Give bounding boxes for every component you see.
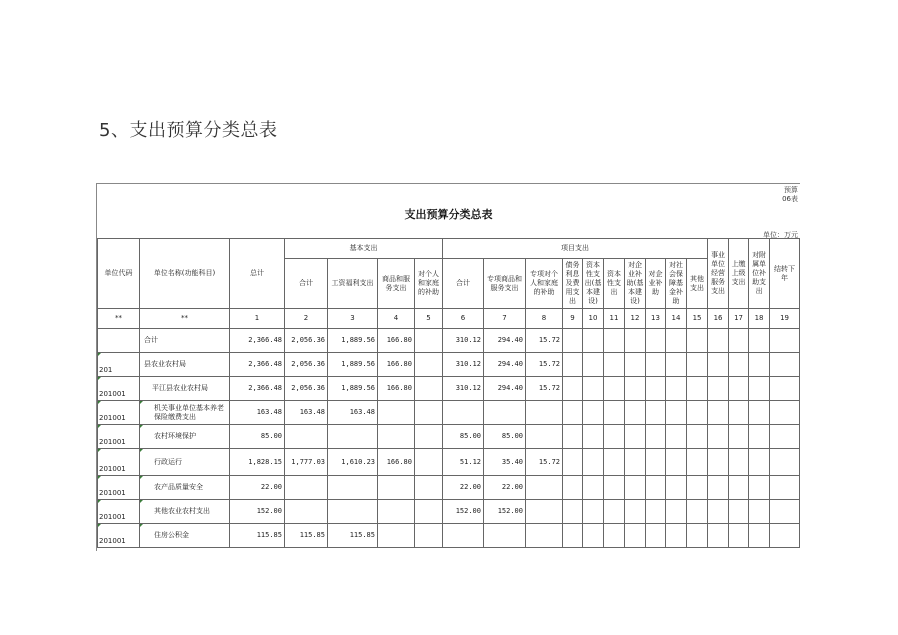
row-value-col-14 (666, 449, 687, 476)
header-project-2: 专项商品和服务支出 (484, 259, 526, 309)
row-unit-code: 201001 (98, 401, 140, 425)
row-value-col-12 (625, 329, 646, 353)
row-value-col-7: 294.40 (484, 377, 526, 401)
row-value-col-2: 2,056.36 (285, 353, 328, 377)
row-value-col-10 (583, 329, 604, 353)
header-project-7: 对企业补助(基本建设) (625, 259, 646, 309)
row-value-col-9 (563, 329, 583, 353)
row-value-col-5 (415, 329, 443, 353)
row-unit-code: 201001 (98, 500, 140, 524)
row-value-col-5 (415, 500, 443, 524)
table-row (98, 524, 800, 548)
row-value-col-18 (749, 476, 770, 500)
row-value-col-18 (749, 425, 770, 449)
row-value-col-2: 2,056.36 (285, 329, 328, 353)
row-value-col-19 (770, 401, 800, 425)
row-value-col-14 (666, 524, 687, 548)
row-value-col-13 (646, 524, 666, 548)
row-value-col-18 (749, 377, 770, 401)
row-value-col-10 (583, 500, 604, 524)
row-value-col-17 (729, 524, 749, 548)
column-number: 8 (526, 309, 563, 329)
row-value-col-4 (378, 524, 415, 548)
row-value-col-17 (729, 401, 749, 425)
column-number: 1 (230, 309, 285, 329)
row-value-col-15 (687, 425, 708, 449)
column-number: 14 (666, 309, 687, 329)
header-project-4: 债务利息及费用支出 (563, 259, 583, 309)
row-value-col-14 (666, 500, 687, 524)
row-value-col-13 (646, 476, 666, 500)
header-project-1: 合计 (443, 259, 484, 309)
header-unit-code: 单位代码 (98, 239, 140, 309)
row-value-col-9 (563, 377, 583, 401)
row-unit-name: 合计 (140, 329, 230, 353)
row-value-col-1: 22.00 (230, 476, 285, 500)
budget-sheet (96, 183, 800, 551)
row-value-col-1: 85.00 (230, 425, 285, 449)
row-value-col-19 (770, 476, 800, 500)
column-number: 3 (328, 309, 378, 329)
row-value-col-16 (708, 449, 729, 476)
row-value-col-10 (583, 476, 604, 500)
row-value-col-8 (526, 425, 563, 449)
row-value-col-15 (687, 353, 708, 377)
star-code: ** (98, 309, 140, 329)
row-value-col-18 (749, 524, 770, 548)
row-value-col-7 (484, 524, 526, 548)
unit-label: 单位：万元 (763, 231, 798, 239)
budget-table (97, 238, 800, 548)
row-value-col-11 (604, 524, 625, 548)
row-value-col-14 (666, 329, 687, 353)
row-value-col-14 (666, 377, 687, 401)
row-value-col-16 (708, 329, 729, 353)
row-value-col-8 (526, 401, 563, 425)
row-unit-name: 农村环境保护 (140, 425, 230, 449)
row-value-col-18 (749, 500, 770, 524)
header-extra-1: 事业单位经营服务支出 (708, 239, 729, 309)
row-value-col-19 (770, 377, 800, 401)
row-value-col-5 (415, 353, 443, 377)
row-value-col-3: 163.48 (328, 401, 378, 425)
row-value-col-1: 115.85 (230, 524, 285, 548)
row-value-col-18 (749, 353, 770, 377)
table-row (98, 401, 800, 425)
row-value-col-3: 1,889.56 (328, 377, 378, 401)
row-value-col-15 (687, 476, 708, 500)
row-value-col-5 (415, 377, 443, 401)
row-value-col-6 (443, 401, 484, 425)
row-value-col-8: 15.72 (526, 449, 563, 476)
header-project-6: 资本性支出 (604, 259, 625, 309)
row-value-col-9 (563, 524, 583, 548)
row-value-col-15 (687, 401, 708, 425)
page-title: 5、支出预算分类总表 (99, 120, 278, 141)
row-value-col-12 (625, 476, 646, 500)
column-number: 12 (625, 309, 646, 329)
row-value-col-4: 166.80 (378, 377, 415, 401)
row-value-col-6: 310.12 (443, 353, 484, 377)
row-value-col-7: 85.00 (484, 425, 526, 449)
row-value-col-6: 85.00 (443, 425, 484, 449)
row-unit-name: 行政运行 (140, 449, 230, 476)
table-row (98, 476, 800, 500)
row-value-col-1: 152.00 (230, 500, 285, 524)
row-unit-code (98, 329, 140, 353)
row-value-col-13 (646, 353, 666, 377)
row-value-col-7: 22.00 (484, 476, 526, 500)
row-value-col-19 (770, 524, 800, 548)
row-unit-code: 201001 (98, 476, 140, 500)
row-value-col-2: 163.48 (285, 401, 328, 425)
column-number: 6 (443, 309, 484, 329)
row-value-col-6 (443, 524, 484, 548)
row-value-col-7: 294.40 (484, 329, 526, 353)
row-value-col-10 (583, 401, 604, 425)
row-unit-code: 201001 (98, 377, 140, 401)
row-value-col-3: 1,889.56 (328, 353, 378, 377)
row-value-col-14 (666, 401, 687, 425)
row-value-col-5 (415, 476, 443, 500)
row-value-col-9 (563, 449, 583, 476)
row-value-col-13 (646, 377, 666, 401)
row-value-col-10 (583, 524, 604, 548)
row-value-col-16 (708, 377, 729, 401)
header-basic: 基本支出 (285, 239, 443, 259)
column-number: 4 (378, 309, 415, 329)
row-unit-name: 住房公积金 (140, 524, 230, 548)
row-value-col-10 (583, 377, 604, 401)
row-value-col-13 (646, 401, 666, 425)
form-id-line2: 06表 (782, 195, 798, 203)
row-unit-code: 201001 (98, 425, 140, 449)
column-number: 2 (285, 309, 328, 329)
row-value-col-7: 35.40 (484, 449, 526, 476)
row-value-col-2: 1,777.03 (285, 449, 328, 476)
row-value-col-8: 15.72 (526, 353, 563, 377)
header-basic-4: 对个人和家庭的补助 (415, 259, 443, 309)
header-basic-3: 商品和服务支出 (378, 259, 415, 309)
row-value-col-19 (770, 353, 800, 377)
table-title: 支出预算分类总表 (404, 208, 493, 221)
row-value-col-3: 1,889.56 (328, 329, 378, 353)
header-project-8: 对企业补助 (646, 259, 666, 309)
row-value-col-17 (729, 353, 749, 377)
row-value-col-15 (687, 524, 708, 548)
row-unit-name: 其他农业农村支出 (140, 500, 230, 524)
row-value-col-1: 2,366.48 (230, 353, 285, 377)
column-number: 13 (646, 309, 666, 329)
row-value-col-11 (604, 401, 625, 425)
row-value-col-12 (625, 524, 646, 548)
row-value-col-11 (604, 425, 625, 449)
row-value-col-12 (625, 449, 646, 476)
row-value-col-12 (625, 401, 646, 425)
row-value-col-15 (687, 329, 708, 353)
column-number: 5 (415, 309, 443, 329)
row-value-col-16 (708, 353, 729, 377)
row-value-col-10 (583, 425, 604, 449)
star-name: ** (140, 309, 230, 329)
row-value-col-13 (646, 449, 666, 476)
column-number: 11 (604, 309, 625, 329)
table-row (98, 377, 800, 401)
row-value-col-12 (625, 500, 646, 524)
row-value-col-6: 310.12 (443, 329, 484, 353)
row-value-col-19 (770, 329, 800, 353)
row-value-col-3 (328, 500, 378, 524)
row-value-col-4: 166.80 (378, 353, 415, 377)
row-value-col-17 (729, 449, 749, 476)
row-value-col-8: 15.72 (526, 329, 563, 353)
row-value-col-7: 294.40 (484, 353, 526, 377)
row-value-col-9 (563, 476, 583, 500)
row-value-col-12 (625, 353, 646, 377)
row-value-col-13 (646, 329, 666, 353)
table-row (98, 500, 800, 524)
row-unit-code: 201001 (98, 449, 140, 476)
header-project-3: 专项对个人和家庭的补助 (526, 259, 563, 309)
row-unit-name: 机关事业单位基本养老保险缴费支出 (140, 401, 230, 425)
row-value-col-9 (563, 425, 583, 449)
row-value-col-2: 2,056.36 (285, 377, 328, 401)
row-value-col-4 (378, 476, 415, 500)
row-value-col-16 (708, 401, 729, 425)
header-project-9: 对社会保障基金补助 (666, 259, 687, 309)
header-extra-2: 上缴上级支出 (729, 239, 749, 309)
row-value-col-16 (708, 524, 729, 548)
row-value-col-4: 166.80 (378, 449, 415, 476)
row-value-col-3: 1,610.23 (328, 449, 378, 476)
column-number: 15 (687, 309, 708, 329)
row-value-col-11 (604, 500, 625, 524)
row-value-col-2 (285, 476, 328, 500)
row-value-col-15 (687, 377, 708, 401)
row-value-col-3: 115.85 (328, 524, 378, 548)
row-value-col-16 (708, 500, 729, 524)
header-project-5: 资本性支出(基本建设) (583, 259, 604, 309)
row-unit-name: 农产品质量安全 (140, 476, 230, 500)
header-project: 项目支出 (443, 239, 708, 259)
row-value-col-18 (749, 449, 770, 476)
row-value-col-17 (729, 476, 749, 500)
row-unit-code: 201001 (98, 524, 140, 548)
row-value-col-18 (749, 329, 770, 353)
row-value-col-2 (285, 500, 328, 524)
column-number: 19 (770, 309, 800, 329)
row-value-col-6: 310.12 (443, 377, 484, 401)
row-value-col-11 (604, 329, 625, 353)
row-value-col-10 (583, 353, 604, 377)
column-number: 10 (583, 309, 604, 329)
row-value-col-3 (328, 425, 378, 449)
row-value-col-5 (415, 401, 443, 425)
header-extra-3: 对附属单位补助支出 (749, 239, 770, 309)
header-total: 总计 (230, 239, 285, 309)
row-value-col-6: 22.00 (443, 476, 484, 500)
row-value-col-5 (415, 449, 443, 476)
row-value-col-17 (729, 500, 749, 524)
row-value-col-14 (666, 425, 687, 449)
row-unit-name: 平江县农业农村局 (140, 377, 230, 401)
table-row (98, 449, 800, 476)
row-value-col-1: 163.48 (230, 401, 285, 425)
row-value-col-1: 1,828.15 (230, 449, 285, 476)
row-value-col-1: 2,366.48 (230, 329, 285, 353)
row-value-col-8: 15.72 (526, 377, 563, 401)
row-value-col-7 (484, 401, 526, 425)
row-value-col-1: 2,366.48 (230, 377, 285, 401)
row-value-col-14 (666, 353, 687, 377)
row-value-col-4 (378, 425, 415, 449)
row-value-col-8 (526, 500, 563, 524)
row-value-col-18 (749, 401, 770, 425)
row-value-col-8 (526, 524, 563, 548)
row-value-col-3 (328, 476, 378, 500)
column-number: 17 (729, 309, 749, 329)
header-extra-4: 结转下年 (770, 239, 800, 309)
row-value-col-2 (285, 425, 328, 449)
row-value-col-14 (666, 476, 687, 500)
row-value-col-6: 152.00 (443, 500, 484, 524)
row-value-col-13 (646, 500, 666, 524)
row-value-col-15 (687, 449, 708, 476)
column-number-row (98, 309, 800, 329)
row-unit-code: 201 (98, 353, 140, 377)
row-value-col-9 (563, 353, 583, 377)
row-value-col-2: 115.85 (285, 524, 328, 548)
row-value-col-19 (770, 500, 800, 524)
row-unit-name: 县农业农村局 (140, 353, 230, 377)
table-row (98, 329, 800, 353)
row-value-col-10 (583, 449, 604, 476)
column-number: 16 (708, 309, 729, 329)
table-row (98, 353, 800, 377)
row-value-col-12 (625, 425, 646, 449)
row-value-col-5 (415, 524, 443, 548)
row-value-col-11 (604, 476, 625, 500)
row-value-col-17 (729, 329, 749, 353)
row-value-col-17 (729, 425, 749, 449)
table-row (98, 425, 800, 449)
row-value-col-9 (563, 500, 583, 524)
row-value-col-16 (708, 476, 729, 500)
row-value-col-4 (378, 500, 415, 524)
header-project-10: 其他支出 (687, 259, 708, 309)
row-value-col-12 (625, 377, 646, 401)
column-number: 7 (484, 309, 526, 329)
row-value-col-17 (729, 377, 749, 401)
form-id-line1: 预算 (784, 186, 798, 194)
row-value-col-7: 152.00 (484, 500, 526, 524)
row-value-col-15 (687, 500, 708, 524)
row-value-col-11 (604, 449, 625, 476)
form-id (782, 186, 798, 204)
row-value-col-11 (604, 353, 625, 377)
row-value-col-4: 166.80 (378, 329, 415, 353)
row-value-col-6: 51.12 (443, 449, 484, 476)
row-value-col-19 (770, 425, 800, 449)
row-value-col-16 (708, 425, 729, 449)
header-basic-2: 工资福利支出 (328, 259, 378, 309)
row-value-col-4 (378, 401, 415, 425)
row-value-col-19 (770, 449, 800, 476)
column-number: 18 (749, 309, 770, 329)
header-basic-1: 合计 (285, 259, 328, 309)
header-unit-name: 单位名称(功能科目) (140, 239, 230, 309)
row-value-col-5 (415, 425, 443, 449)
row-value-col-13 (646, 425, 666, 449)
row-value-col-8 (526, 476, 563, 500)
row-value-col-11 (604, 377, 625, 401)
row-value-col-9 (563, 401, 583, 425)
column-number: 9 (563, 309, 583, 329)
